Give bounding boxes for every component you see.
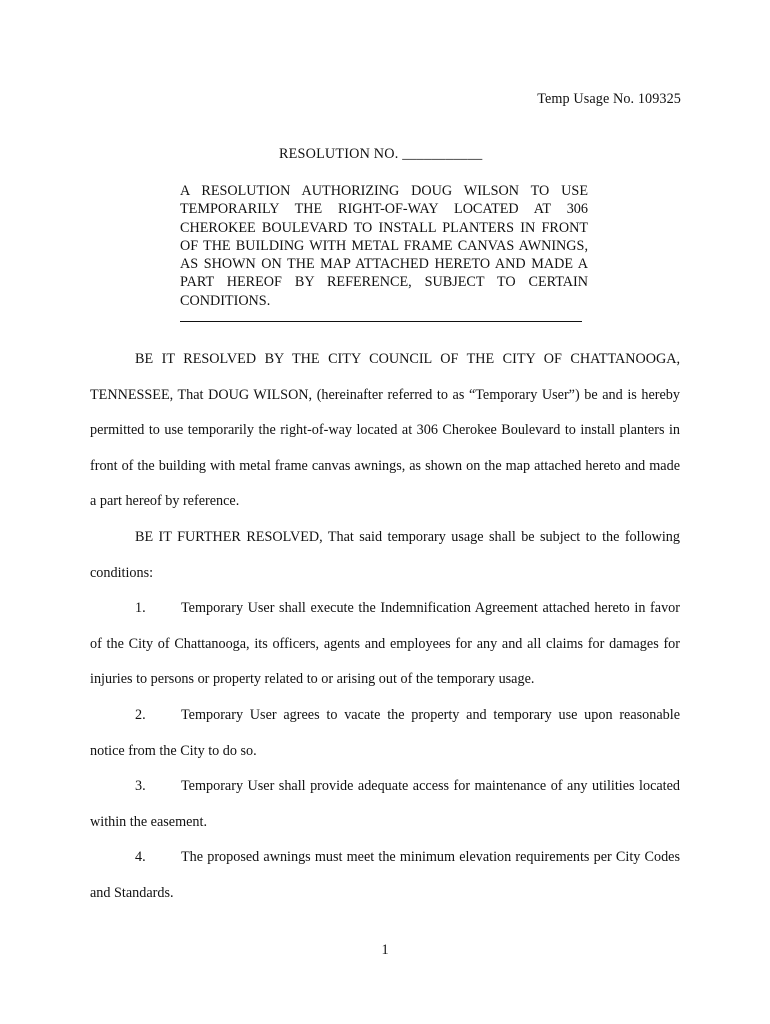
caption-underline <box>180 321 582 322</box>
condition-number: 1. <box>135 600 146 617</box>
further-resolved-paragraph-text: BE IT FURTHER RESOLVED, That said temporary usage shall be subject to the following conditions: <box>90 528 680 581</box>
condition-item <box>90 840 680 911</box>
condition-text: The proposed awnings must meet the minimum elevation requirements per City Codes and Standards. <box>90 849 680 901</box>
condition-item <box>90 591 680 698</box>
condition-number: 3. <box>135 778 146 795</box>
condition-item <box>90 698 680 769</box>
condition-number: 4. <box>135 849 146 866</box>
page-number: 1 <box>381 942 389 958</box>
condition-text: Temporary User agrees to vacate the property and temporary use upon reasonable notice from the City to do so. <box>90 706 680 759</box>
resolved-paragraph <box>90 342 680 520</box>
resolution-body <box>90 342 680 912</box>
resolution-number: RESOLUTION NO. ___________ <box>279 146 483 162</box>
condition-text: Temporary User shall provide adequate access for maintenance of any utilities located within the easement. <box>90 778 680 830</box>
condition-number: 2. <box>135 706 146 723</box>
condition-item <box>90 769 680 840</box>
temp-usage-number: Temp Usage No. 109325 <box>537 91 681 107</box>
further-resolved-paragraph <box>90 520 680 591</box>
resolved-paragraph-text: BE IT RESOLVED BY THE CITY COUNCIL OF THE CITY OF CHATTANOOGA, TENNESSEE, That DOUG WILSON, (hereinafter referred to as “Temporary User”) be and is hereby permitted to use temporarily the right-of-way located at 306 Cherokee Boulevard to install planters in front of the building with metal frame canvas awnings, as shown on the map attached hereto and made a part hereof by reference. <box>90 351 680 510</box>
condition-text: Temporary User shall execute the Indemnification Agreement attached hereto in favor of the City of Chattanooga, its officers, agents and employees for any and all claims for damages for injuries to persons or property related to or arising out of the temporary usage. <box>90 600 680 688</box>
resolution-caption: A RESOLUTION AUTHORIZING DOUG WILSON TO USE TEMPORARILY THE RIGHT-OF-WAY LOCATED AT 306 CHEROKEE BOULEVARD TO INSTALL PLANTERS IN FRONT OF THE BUILDING WITH METAL FRAME CANVAS AWNINGS, AS SHOWN ON THE MAP ATTACHED HERETO AND MADE A PART HEREOF BY REFERENCE, SUBJECT TO CERTAIN CONDITIONS. <box>180 183 588 309</box>
